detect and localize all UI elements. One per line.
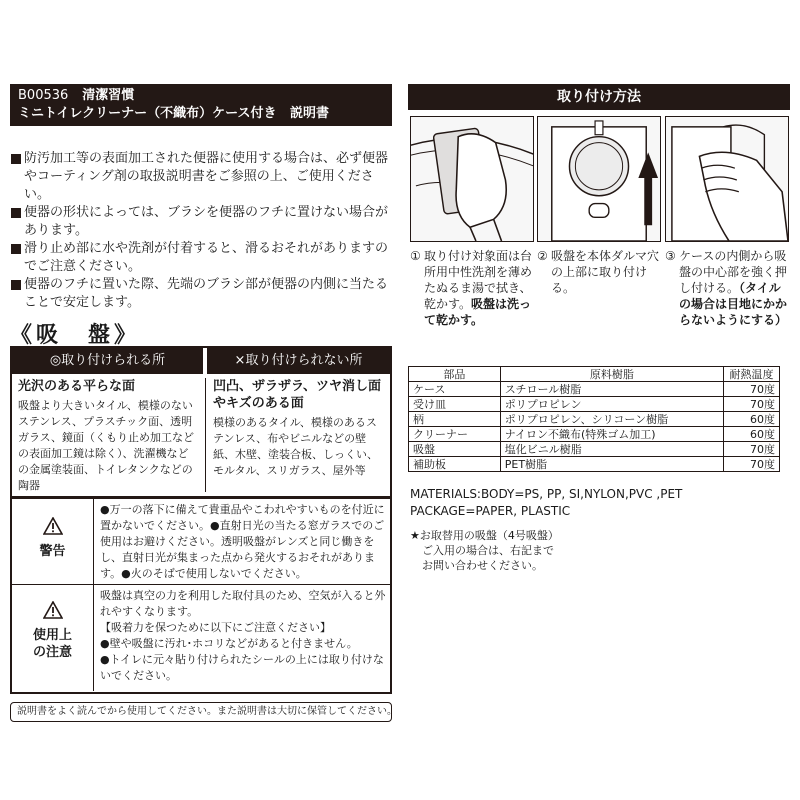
step1-number: ①	[410, 249, 421, 263]
spare-line-1: ★お取替用の吸盤（4号吸盤）	[410, 529, 559, 542]
step3-press-illustration	[665, 116, 789, 242]
usage-caution-row	[12, 585, 390, 691]
table-row: 受け皿 ポリプロピレン 70度	[409, 397, 780, 412]
spare-suction-note	[410, 528, 790, 573]
step3-caption: ③ ケースの内側から吸盤の中心部を強く押し付ける。（タイルの場合は目地にかからないようにする）	[665, 249, 788, 327]
step1-wipe-illustration	[410, 116, 534, 242]
square-bullet-icon	[11, 244, 21, 254]
footer-note: 説明書をよく読んでから使用してください。また説明書は大切に保管してください。	[10, 702, 392, 722]
warning-item: 便器の形状によっては、ブラシを便器のフチに置けない場合があります。	[10, 204, 392, 240]
usage-text-4: ●トイレに元々貼り付けられたシールの上には取り付けないでください。	[100, 653, 384, 682]
warning-label: 警告	[39, 544, 66, 559]
table-row: 補助板 PET樹脂 70度	[409, 457, 780, 472]
usage-caution-text	[100, 588, 386, 684]
step2-number: ②	[537, 249, 548, 263]
ng-surface-header: ×取り付けられない所	[207, 348, 390, 374]
warning-item: 便器のフチに置いた際、先端のブラシ部が便器の内側に当たることで安定します。	[10, 276, 392, 312]
step1-bold-note: 吸盤は洗って乾かす。	[424, 297, 532, 327]
caution-triangle-icon	[43, 601, 63, 619]
wiping-hand-icon	[411, 117, 533, 241]
step1-caption: ① 取り付け対象面は台所用中性洗剤を薄めたぬるま湯で拭き、乾かす。吸盤は洗って乾かす。	[410, 249, 533, 327]
materials-statement	[410, 486, 790, 520]
square-bullet-icon	[11, 208, 21, 218]
usage-text-2: 【吸着力を保つために以下にご注意ください】	[100, 621, 331, 634]
square-bullet-icon	[11, 280, 21, 290]
doc-title: 説明書	[290, 106, 330, 121]
usage-text-3: ●壁や吸盤に汚れ･ホコリなどがあると付きません。	[100, 637, 358, 650]
header-part: 部品	[409, 367, 501, 382]
ok-surface-header: ◎取り付けられる所	[12, 348, 205, 374]
mount-surface-table	[10, 346, 392, 498]
brand-name: 清潔習慣	[82, 88, 135, 103]
header-heat: 耐熱温度	[724, 367, 780, 382]
warning-item: 滑り止め部に水や洗剤が付着すると、滑るおそれがありますのでご注意ください。	[10, 240, 392, 276]
usage-label-line1: 使用上	[32, 628, 72, 643]
product-code: B00536	[18, 88, 69, 103]
usage-warnings	[10, 150, 392, 312]
warning-triangle-icon	[43, 517, 63, 535]
ng-surface-subtitle: 凹凸、ザラザラ、ツヤ消し面やキズのある面	[213, 379, 381, 411]
install-header: 取り付け方法	[408, 84, 790, 110]
ng-surface-text: 模様のあるタイル、模様のあるステンレス、布やビニルなどの壁紙、木壁、塗装合板、しっくい、モルタル、スリガラス、屋外等	[213, 416, 378, 477]
usage-label-line2: の注意	[32, 645, 72, 660]
header-resin: 原料樹脂	[500, 367, 723, 382]
materials-line-1: MATERIALS:BODY=PS, PP, SI,NYLON,PVC ,PET	[410, 487, 683, 501]
table-row: 吸盤 塩化ビニル樹脂 70度	[409, 442, 780, 457]
product-header	[10, 84, 392, 126]
suction-section-title: 《吸 盤》	[10, 322, 141, 348]
ng-surface-column	[207, 378, 390, 492]
table-row: 柄 ポリプロピレン、シリコーン樹脂 60度	[409, 412, 780, 427]
ok-surface-column	[12, 378, 206, 492]
table-row: ケース スチロール樹脂 70度	[409, 382, 780, 397]
table-header-row	[409, 367, 780, 382]
warning-row	[12, 499, 390, 585]
materials-table	[408, 366, 780, 472]
step2-attach-illustration	[537, 116, 661, 242]
materials-line-2: PACKAGE=PAPER, PLASTIC	[410, 504, 571, 518]
warning-text: ●万一の落下に備えて貴重品やこわれやすいものを付近に置かないでください。●直射日光の当たる窓ガラスでのご使用はお避けください。透明吸盤がレンズと同じ働きをし、直射日光が集まった点から発火するおそれがあります。●火のそばで使用しないでください。	[100, 503, 385, 580]
product-name: ミニトイレクリーナー（不織布）ケース付き	[18, 106, 277, 121]
square-bullet-icon	[11, 154, 21, 164]
table-row: クリーナー ナイロン不織布(特殊ゴム加工) 60度	[409, 427, 780, 442]
step3-bold-note: （タイルの場合は目地にかからないようにする）	[679, 281, 788, 327]
ok-surface-text: 吸盤より大きいタイル、模様のないステンレス、プラスチック面、透明ガラス、鏡面（くもり止め加工などの表面加工鏡は除く）、洗濯機などの金属塗装面、トイレタンクなどの陶器	[18, 399, 194, 492]
step2-caption: ② 吸盤を本体ダルマ穴の上部に取り付ける。	[537, 249, 660, 295]
spare-line-3: お問い合わせください。	[422, 559, 543, 572]
step3-number: ③	[665, 249, 676, 263]
pressing-hand-icon	[666, 117, 788, 241]
spare-line-2: ご入用の場合は、右記まで	[422, 544, 554, 557]
suction-cup-icon	[538, 117, 660, 241]
usage-label-cell	[12, 585, 94, 691]
caution-table	[10, 498, 392, 694]
warning-label-cell	[12, 499, 94, 584]
usage-text-1: 吸盤は真空の力を利用した取付具のため、空気が入ると外れやすくなります。	[100, 589, 386, 618]
ok-surface-subtitle: 光沢のある平らな面	[18, 379, 136, 394]
warning-item: 防汚加工等の表面加工された便器に使用する場合は、必ず便器やコーティング剤の取扱説明書をご参照の上、ご使用ください。	[10, 150, 392, 204]
